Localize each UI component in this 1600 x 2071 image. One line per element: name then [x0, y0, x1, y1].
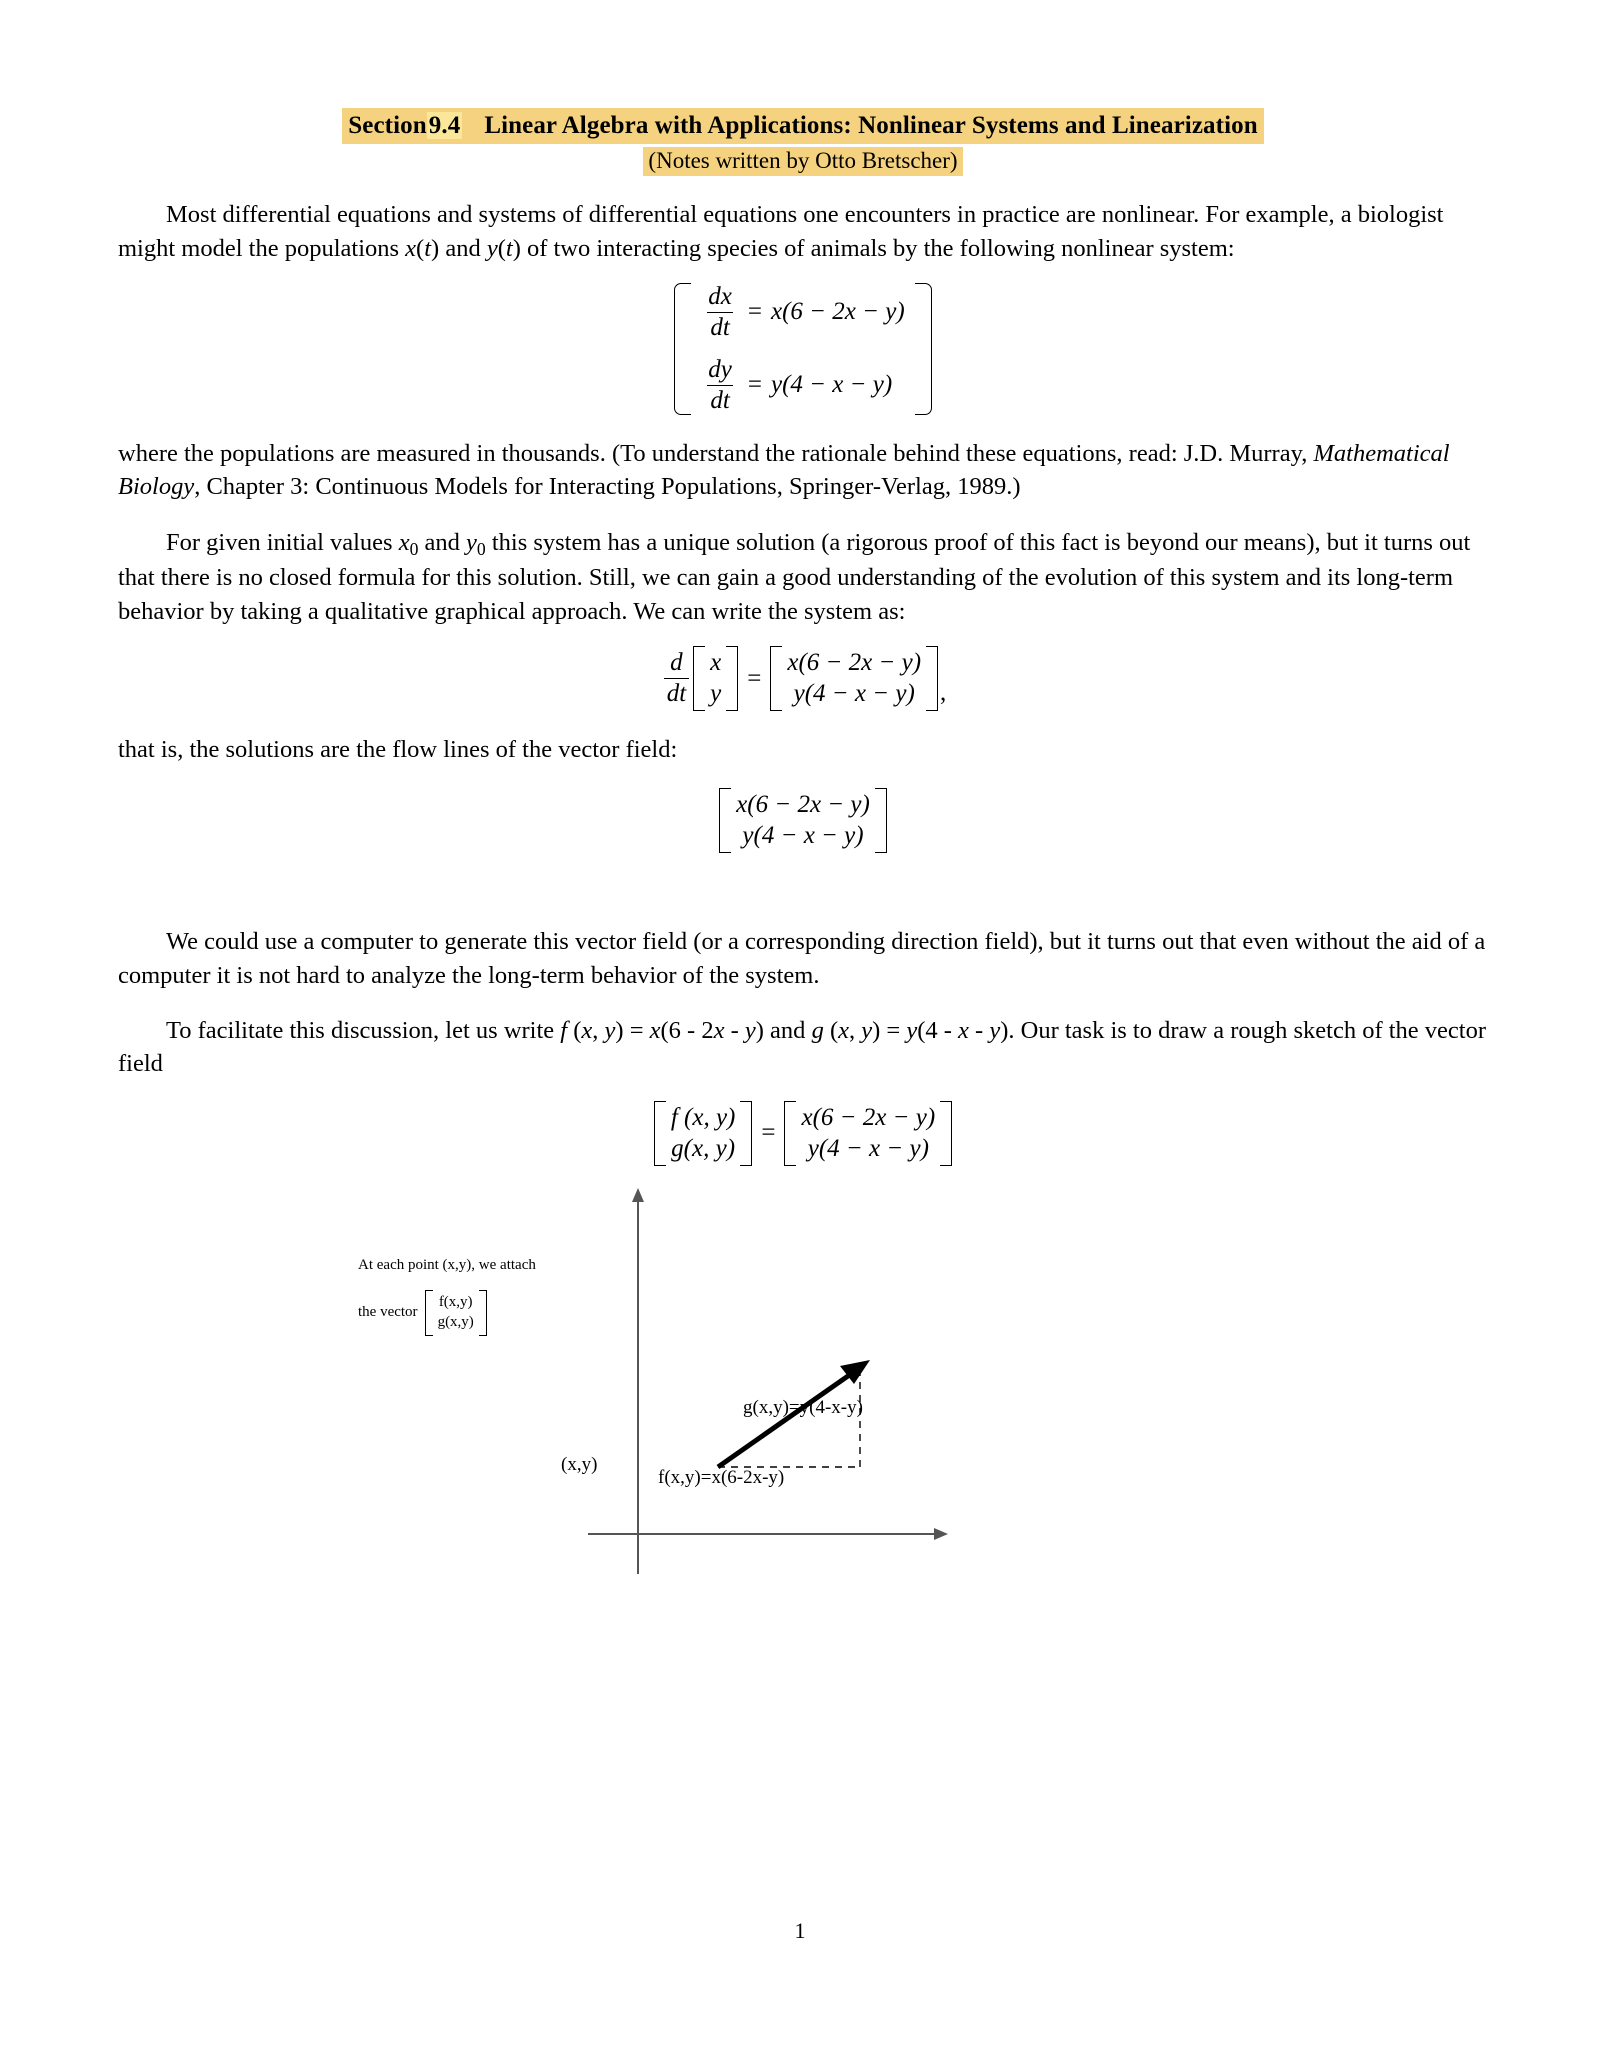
paragraph-initial-values	[118, 526, 1488, 629]
document-subtitle: (Notes written by Otto Bretscher)	[643, 147, 962, 176]
paragraph-intro	[118, 198, 1488, 265]
document-title-block	[118, 108, 1488, 144]
paren-open-2: (	[497, 234, 506, 262]
equals-sign-3: =	[747, 664, 762, 692]
figure-note-line-2: the vector	[358, 1303, 418, 1320]
function-g: g	[811, 1016, 824, 1044]
computer-text: We could use a computer to generate this vector field (or a corresponding direction field), but it turns out that even without the aid of a computer it is not hard to analyze the long-term behavior of the system.	[118, 928, 1486, 989]
section-heading: Linear Algebra with Applications: Nonlinear Systems and Linearization	[484, 112, 1258, 139]
facilitate-text-a: To facilitate this discussion, let us write	[166, 1016, 561, 1044]
matrix-entry-x: x	[710, 649, 722, 677]
y-axis-arrow	[632, 1188, 644, 1202]
figure-note-line-1: At each point (x,y), we attach	[358, 1256, 536, 1273]
paragraph-text-mid: ) and	[431, 234, 487, 262]
paren-open: (	[416, 234, 425, 262]
reference-text-pre: where the populations are measured in thousands. (To understand the rationale behind these equations, read: J.D. Murray,	[118, 439, 1314, 467]
reference-text-post: , Chapter 3: Continuous Models for Interacting Populations, Springer-Verlag, 1989.)	[194, 473, 1021, 501]
equals-sign-2: =	[747, 371, 763, 399]
equals-sign-4: =	[761, 1119, 776, 1147]
function-f: f	[560, 1016, 568, 1044]
paragraph-text: Most differential equations and systems of differential equations one encounters in practice are nonlinear. For example, a biologist might model the populations	[118, 201, 1444, 262]
matrix-rhs	[770, 646, 938, 711]
figure-note-vector	[358, 1290, 487, 1336]
figure-svg	[118, 1184, 1488, 1584]
equation-system-1	[118, 283, 1488, 415]
vector-field-row-1: x(6 − 2x − y)	[736, 791, 870, 819]
math-var-x0: x	[398, 528, 410, 556]
x-axis-arrow	[934, 1528, 948, 1540]
vector-field-row-2: y(4 − x − y)	[742, 822, 864, 850]
paragraph-flow-lines	[118, 733, 1488, 766]
math-var-t: t	[424, 234, 432, 262]
vector-component-f: f(x,y)	[438, 1293, 473, 1310]
fraction-dy-dt: $\frac{dy}{dt}$	[708, 355, 732, 414]
equation-row-dx	[701, 283, 904, 342]
paragraph-facilitate: To facilitate this discussion, let us write f (x, y) = x(6 - 2x - y) and g (x, y) = y(4 - x - y). Our task is to draw a rough sketch of the vector field	[118, 1016, 1486, 1078]
fg-row-g: g(x, y)	[671, 1134, 736, 1162]
book-title: Mathematical Biology	[118, 439, 1450, 501]
subscript-0: 0	[409, 538, 419, 559]
subscript-0-2: 0	[476, 538, 486, 559]
math-var-y: y	[486, 234, 498, 262]
math-var-y0: y	[466, 528, 477, 556]
math-var-x: x	[405, 234, 417, 262]
initial-values-text-b: and	[418, 528, 467, 556]
initial-values-text-c: this system has a unique solution (a rigorous proof of this fact is beyond our means), but it turns out that there is no closed formula for this solution. Still, we can gain a good understanding of the evolution of this system and its long-term behavior by taking a qualitative graphical approach. We can write the system as:	[118, 528, 1471, 625]
figure-point-label: (x,y)	[561, 1453, 598, 1475]
document-subtitle-block	[118, 147, 1488, 176]
section-number: 9.4	[428, 112, 461, 139]
equals-sign: =	[747, 298, 763, 326]
equation-rhs-2: y(4 − x − y)	[771, 371, 893, 399]
fg-rhs-row-1: x(6 − 2x − y)	[801, 1103, 936, 1131]
fraction-d-dt: $\frac{d}{dt}$	[664, 649, 689, 708]
fraction-dx-dt: $\frac{dx}{dt}$	[708, 282, 732, 341]
math-var-t-2: t	[505, 234, 513, 262]
matrix-entry-f: x(6 − 2x − y)	[787, 649, 922, 677]
matrix-vector-field	[719, 788, 887, 853]
small-vector-bracket	[425, 1290, 487, 1336]
matrix-xy	[693, 646, 738, 711]
matrix-fg-rhs	[784, 1101, 952, 1166]
page-number: 1	[794, 1918, 806, 1943]
brace-left	[674, 283, 691, 415]
initial-values-text-a: For given initial values	[166, 528, 399, 556]
vector-attachment-figure	[118, 1184, 1488, 1584]
matrix-entry-g: y(4 − x − y)	[793, 680, 915, 708]
trailing-comma: ,	[940, 679, 947, 707]
paragraph-reference	[118, 437, 1488, 504]
page-title	[342, 108, 1263, 144]
equation-rhs-1: x(6 − 2x − y)	[771, 298, 905, 326]
equation-system-2	[118, 646, 1488, 711]
paragraph-computer	[118, 925, 1488, 992]
section-label: Section	[348, 112, 427, 139]
figure-g-label: g(x,y)=y(4-x-y)	[743, 1396, 863, 1418]
vector-component-g: g(x,y)	[437, 1314, 474, 1331]
matrix-fg	[654, 1101, 753, 1166]
equation-fg	[118, 1101, 1488, 1166]
matrix-entry-y: y	[710, 680, 722, 708]
brace-right	[915, 283, 932, 415]
fg-row-f: f (x, y)	[670, 1103, 736, 1131]
equation-vector-field	[118, 788, 1488, 853]
equation-row-dy	[701, 356, 904, 415]
figure-f-label: f(x,y)=x(6-2x-y)	[658, 1466, 785, 1488]
paragraph-text-end: ) of two interacting species of animals by the following nonlinear system:	[512, 234, 1235, 262]
flow-lines-text: that is, the solutions are the flow lines of the vector field:	[118, 736, 678, 764]
document-content	[118, 108, 1488, 1584]
fg-rhs-row-2: y(4 − x − y)	[807, 1134, 929, 1162]
